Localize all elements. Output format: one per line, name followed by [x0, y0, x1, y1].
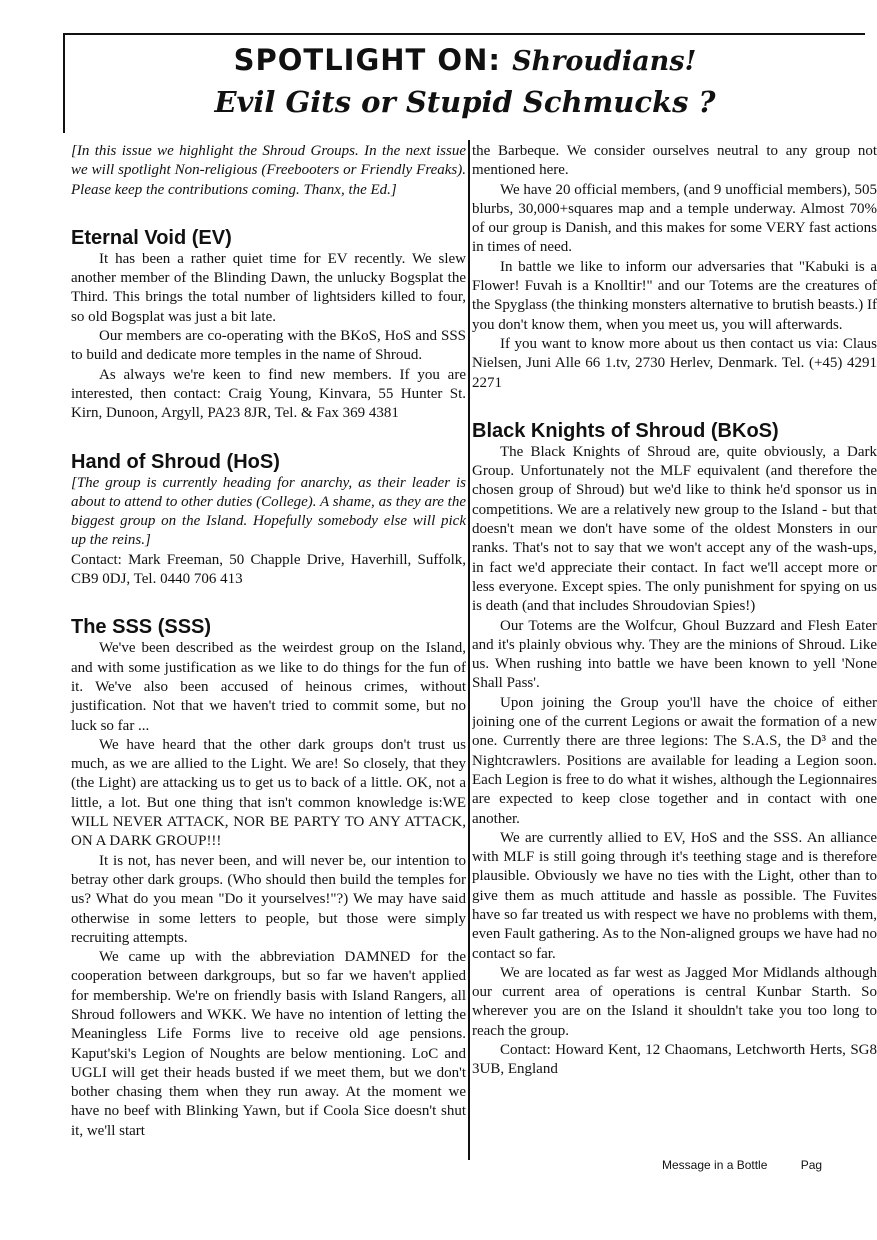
ev-paragraph-1: It has been a rather quiet time for EV recently. We slew another member of the Blinding Dawn, the unlucky Bogsplat the Third. This brings the total number of lightsiders killed to four, so old Bogsplat was just a bit late. [71, 250, 466, 325]
column-divider [468, 140, 470, 1160]
header-title-caps: SPOTLIGHT ON: [233, 43, 501, 77]
sss-paragraph-2: We have heard that the other dark groups don't trust us much, as we are allied to the Light. We are! So closely, that they (the Light) are attacking us to get us to back of a little. OK, not a little, a lot. But one thing that isn't common knowledge is:WE WILL NEVER ATTACK, NOR BE PARTY TO ANY ATTACK, ON A DARK GROUP!!! [71, 736, 466, 850]
footer-page-label: Pag [800, 1158, 823, 1172]
hos-paragraph-2: Contact: Mark Freeman, 50 Chapple Drive, Haverhill, Suffolk, CB9 0DJ, Tel. 0440 706 413 [71, 551, 466, 588]
bkos-heading: Black Knights of Shroud (BKoS) [472, 419, 779, 442]
sss-paragraph-8: If you want to know more about us then contact us via: Claus Nielsen, Juni Alle 66 1.tv, 2730 Herlev, Denmark. Tel. (+45) 4291 2271 [472, 335, 877, 391]
sss-paragraph-7: In battle we like to inform our adversaries that "Kabuki is a Flower! Fuvah is a Knolltir!" and our Totems are the creatures of the Spyglass (the thinking monsters alternative to brutish beasts.) If you don't know them, when you meet us, you will afterwards. [472, 258, 877, 333]
bkos-paragraph-5: We are located as far west as Jagged Mor Midlands although our current area of operations is central Kunbar Starth. So wherever you are on the Island it shouldn't take you too long to reach the group. [472, 964, 877, 1039]
ev-heading: Eternal Void (EV) [71, 226, 232, 249]
sss-paragraph-4: We came up with the abbreviation DAMNED for the cooperation between darkgroups, but so far we haven't applied for membership. We're on friendly basis with Island Rangers, all Shroud followers and WKK. We have no intention of letting the Meaningless Life Forms live to receive old age pensions. Kaput'ski's Legion of Noughts are below mentioning. LoC and UGLI will get their heads busted if we meet them, but we don't bother chasing them when they run away. At the moment we have no beef with Blinking Yawn, but if Coola Sice doesn't shut it, we'll start [71, 949, 466, 1139]
bkos-paragraph-1: The Black Knights of Shroud are, quite obviously, a Dark Group. Unfortunately not the MLF equivalent (and therefore the chosen group of Shroud) but we'd like to think he'd sponsor us in competitions. We are a relatively new group to the Island - but that doesn't mean we don't have some of the oldest Monsters in our ranks. That's not to say that we won't accept any of the wash-ups, in fact we'd appreciate their contact. In fact we'll accept more or less everyone. Except spies. The only punishment for spying on us is death (and that includes Shroudovian Spies!) [472, 443, 877, 615]
bkos-paragraph-3: Upon joining the Group you'll have the choice of either joining one of the current Legions or await the formation of a new one. Currently there are three legions: The S.A.S, the D³ and the Nightcrawlers. Positions are available for leading a Legion soon. Each Legion is free to do what it wishes, although the Legionnaires are expected to keep close together and in contact with one another. [472, 694, 877, 827]
left-column [71, 142, 466, 1141]
sss-paragraph-5: the Barbeque. We consider ourselves neutral to any group not mentioned here. [472, 143, 877, 179]
bkos-paragraph-2: Our Totems are the Wolfcur, Ghoul Buzzard and Flesh Eater and it's plainly obvious why. They are the minions of Shroud. Like us. When rushing into battle we have been known to yell 'None Shall Pass'. [472, 617, 877, 692]
sss-paragraph-6: We have 20 official members, (and 9 unofficial members), 505 blurbs, 30,000+squares map and a temple underway. Almost 70% of our group is Danish, and this makes for some VERY fast actions in times of need. [472, 181, 877, 256]
bkos-paragraph-6: Contact: Howard Kent, 12 Chaomans, Letchworth Herts, SG8 3UB, England [472, 1042, 877, 1078]
header-title-fancy: Shroudians! [512, 46, 697, 77]
footer-publication: Message in a Bottle [662, 1158, 768, 1172]
sss-paragraph-1: We've been described as the weirdest group on the Island, and with some justification as we like to do things for the fun of it. We've also been accused of heinous crimes, without justification. Not that we haven't tried to commit some, but no luck so far ... [71, 640, 466, 734]
editor-intro: [In this issue we highlight the Shroud Groups. In the next issue we will spotlight Non-religious (Freebooters or Friendly Freaks). Please keep the contributions coming. Thanx, the Ed.] [71, 143, 466, 198]
sss-paragraph-3: It is not, has never been, and will never be, our intention to betray other dark groups. (Who should then build the temples for us? What do you mean "Do it yourselves!"?) We may have said otherwise in some letters to people, but those were simply recruiting attempts. [71, 852, 466, 946]
hos-heading: Hand of Shroud (HoS) [71, 450, 280, 473]
hos-paragraph-1: [The group is currently heading for anarchy, as their leader is about to attend to other duties (College). A shame, as they are the biggest group on the Island. Hopefully somebody else will pick up the reins.] [71, 474, 466, 549]
bkos-paragraph-4: We are currently allied to EV, HoS and the SSS. An alliance with MLF is still going through it's teething stage and is therefore plausible. Obviously we have no ties with the Light, other than to give them as much attitude and hassle as possible. The Fuvites have so far treated us with respect we have no problems with them, even Fault gathering. As to the Non-aligned groups we have had no contact so far. [472, 829, 877, 962]
header-title [65, 43, 865, 77]
sss-heading: The SSS (SSS) [71, 616, 212, 639]
header-subtitle: Evil Gits or Stupid Schmucks ? [214, 85, 716, 119]
header-box [63, 33, 865, 133]
ev-paragraph-2: Our members are co-operating with the BKoS, HoS and SSS to build and dedicate more temples in the name of Shroud. [71, 328, 466, 364]
right-column [472, 142, 877, 1080]
page-footer [662, 1158, 822, 1172]
ev-paragraph-3: As always we're keen to find new members. If you are interested, then contact: Craig Young, Kinvara, 55 Hunter St. Kirn, Dunoon, Argyll, PA23 8JR, Tel. & Fax 369 4381 [71, 366, 466, 422]
